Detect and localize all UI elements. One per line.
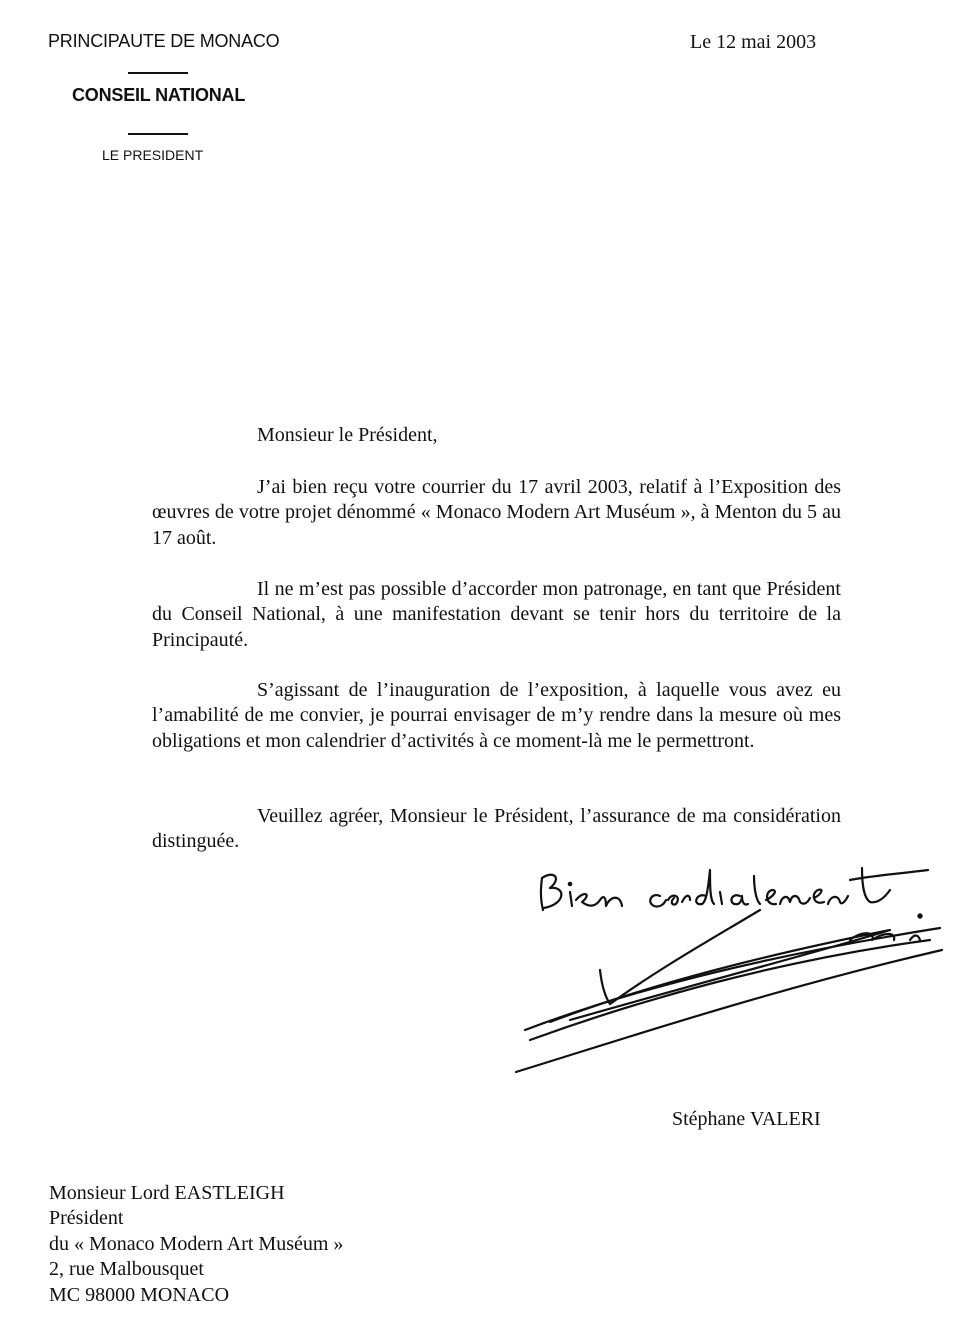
address-line: Monsieur Lord EASTLEIGH [49,1182,285,1204]
signatory-name: Stéphane VALERI [672,1108,821,1130]
address-line: 2, rue Malbousquet [49,1258,204,1281]
letter-paragraph: Il ne m’est pas possible d’accorder mon patronage, en tant que Président du Conseil National, à une manifestation devant se tenir hors du territoire de la Principauté. [152,578,841,651]
address-line: MC 98000 MONACO [49,1283,230,1306]
letter-paragraph: Veuillez agréer, Monsieur le Président, l’assurance de ma considération distinguée. [152,805,841,853]
recipient-address [49,1181,343,1308]
handwritten-signature [510,840,950,1080]
letter-date: Le 12 mai 2003 [690,31,817,53]
letterhead-organization: PRINCIPAUTE DE MONACO [48,31,280,51]
letterhead-office: LE PRESIDENT [102,147,204,163]
letterhead-divider [128,72,188,74]
letter-paragraph: S’agissant de l’inauguration de l’exposition, à laquelle vous avez eu l’amabilité de me convier, je pourrai envisager de m’y rendre dans la mesure où mes obligations et mon calendrier d’activités à ce moment-là me le permettront. [152,679,841,752]
address-line: du « Monaco Modern Art Muséum » [49,1232,344,1255]
letterhead-council: CONSEIL NATIONAL [72,85,246,105]
letterhead-divider [128,133,188,135]
address-line: Président [49,1207,124,1230]
letter-paragraph: J’ai bien reçu votre courrier du 17 avril 2003, relatif à l’Exposition des œuvres de votre projet dénommé « Monaco Modern Art Muséum », à Menton du 5 au 17 août. [152,476,841,549]
letter-salutation: Monsieur le Président, [257,424,438,446]
